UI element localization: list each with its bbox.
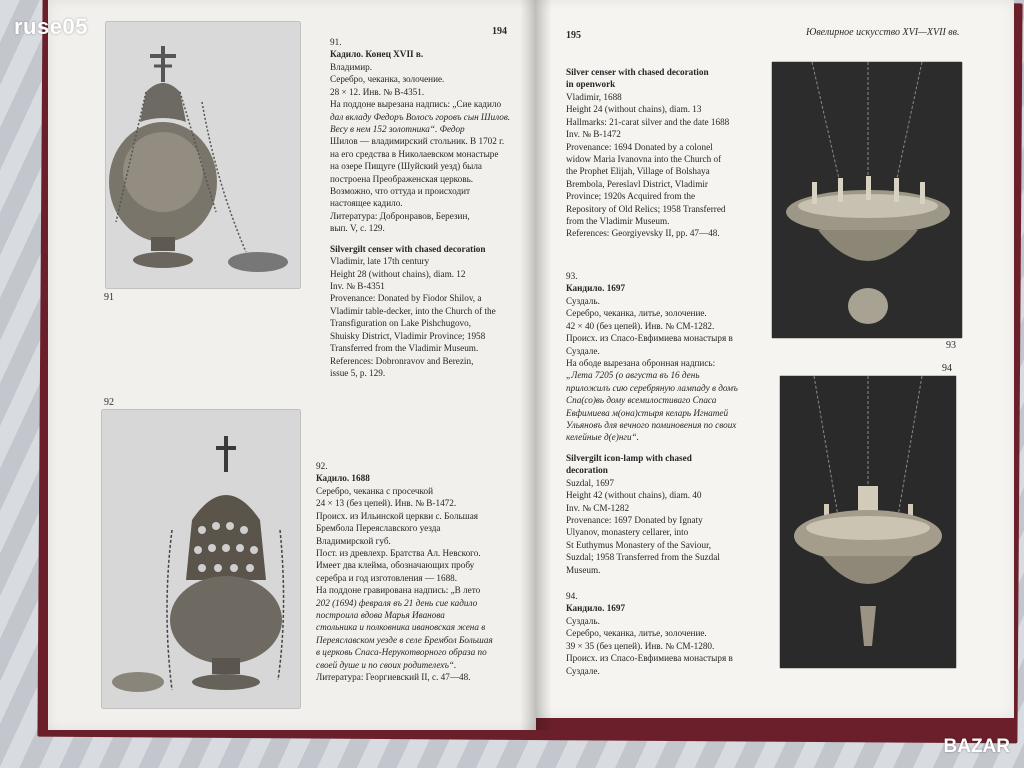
censer-91-drawing xyxy=(106,22,300,288)
caption-92-en-line: from the Vladimir Museum. xyxy=(566,216,670,227)
caption-92-line: стольника и полковника ивановская жена в xyxy=(316,622,486,633)
caption-94-line: Кандило. 1697 xyxy=(566,603,626,614)
caption-92-line: своей душе и по своих родителехъ“. xyxy=(316,659,457,670)
caption-92-english xyxy=(566,66,729,240)
caption-92-line: 202 (1694) февраля въ 21 день сие кадило xyxy=(316,597,478,608)
caption-92-line: Владимирской губ. xyxy=(316,535,391,546)
caption-92-en-line: References: Georgiyevsky II, pp. 47—48. xyxy=(566,228,720,239)
caption-93-line: 93. xyxy=(566,271,578,281)
caption-93 xyxy=(566,270,738,576)
caption-92-line: Брембола Переяславского уезда xyxy=(316,523,441,534)
caption-91-line: Transfiguration on Lake Pishchugovo, xyxy=(330,318,472,329)
photo-icon-lamp-94 xyxy=(780,376,956,668)
caption-93-line: 42 × 40 (без цепей). Инв. № СМ-1282. xyxy=(566,320,715,331)
caption-92-line: Кадило. 1688 xyxy=(316,473,370,484)
caption-92-en-line: widow Maria Ivanovna into the Church of xyxy=(566,153,722,164)
figure-number-94: 94 xyxy=(942,363,952,374)
caption-92-en-line: Vladimir, 1688 xyxy=(566,91,622,102)
caption-94 xyxy=(566,590,733,677)
caption-93-line: келейные д(е)нги“. xyxy=(566,432,639,443)
caption-91-line: Silvergilt censer with chased decoration xyxy=(330,243,486,254)
caption-91-line xyxy=(330,235,510,243)
caption-91-line: issue 5, p. 129. xyxy=(330,367,386,378)
figure-number-92: 92 xyxy=(104,397,114,408)
page-number: 195 xyxy=(566,30,581,41)
caption-91-line: Shuisky District, Vladimir Province; 1958 xyxy=(330,330,486,341)
caption-93-line: Суздаль. xyxy=(566,295,600,306)
caption-91-line: 28 × 12. Инв. № В-4351. xyxy=(330,86,425,97)
caption-92-en-line: Height 24 (without chains), diam. 13 xyxy=(566,104,702,115)
caption-91-line: дал вкладу Федоръ Волосъ горовъ сын Шилов. xyxy=(330,111,511,122)
caption-92-en-line: Brembola, Pereslavl District, Vladimir xyxy=(566,178,708,189)
caption-92-en-line: Silver censer with chased decoration xyxy=(566,67,709,77)
caption-92-line: Литература: Георгиевский II, с. 47—48. xyxy=(316,672,471,683)
caption-92 xyxy=(316,460,493,684)
caption-93-line: Спа(со)вь дому всемилостиваго Спаса xyxy=(566,395,717,406)
caption-92-line: Пост. из древлехр. Братства Ал. Невского. xyxy=(316,547,481,558)
caption-92-line: 92. xyxy=(316,461,328,471)
caption-92-line: серебра и год изготовления — 1688. xyxy=(316,572,458,583)
caption-91-line: Transferred from the Vladimir Museum. xyxy=(330,343,479,354)
caption-92-line: построила вдова Марья Иванова xyxy=(316,610,445,621)
caption-92-en-line: Provenance: 1694 Donated by a colonel xyxy=(566,141,713,152)
caption-93-line: Евфимиева м(она)стыря келарь Игнатей xyxy=(566,407,729,418)
caption-91-line: Inv. № B-4351 xyxy=(330,281,385,292)
left-page xyxy=(48,0,536,730)
book-gutter xyxy=(520,0,552,730)
icon-lamp-93-drawing xyxy=(772,62,962,338)
caption-92-line: Переяславском уезде в селе Брембол Большая xyxy=(316,634,493,645)
caption-94-line: Происх. из Спасо-Евфимиева монастыря в xyxy=(566,653,733,664)
figure-number-91: 91 xyxy=(104,292,114,303)
caption-93-line: Суздале. xyxy=(566,345,600,356)
caption-93-line: St Euthymus Monastery of the Saviour, xyxy=(566,539,712,550)
caption-93-line: Кандило. 1697 xyxy=(566,283,626,294)
censer-92-drawing xyxy=(102,410,300,708)
icon-lamp-94-drawing xyxy=(780,376,956,668)
watermark: ruse05 xyxy=(14,14,88,39)
caption-92-line: Серебро, чеканка с просечкой xyxy=(316,485,434,496)
caption-91-line: построена Преображенская церковь. xyxy=(330,173,474,184)
caption-92-en-line: in openwork xyxy=(566,79,616,90)
caption-91-line: на озере Пищуге (Шуйский уезд) была xyxy=(330,161,482,172)
caption-93-line: Suzdal; 1958 Transferred from the Suzdal xyxy=(566,552,720,563)
caption-93-line: decoration xyxy=(566,465,608,476)
caption-91-line: Кадило. Конец XVII в. xyxy=(330,49,424,60)
caption-92-en-line: Hallmarks: 21-carat silver and the date 1688 xyxy=(566,116,730,127)
caption-92-en-line: Repository of Old Relics; 1958 Transferred xyxy=(566,203,726,214)
caption-91-line: Height 28 (without chains), diam. 12 xyxy=(330,268,466,279)
caption-92-line: в церковь Спаса-Нерукотворного образа по xyxy=(316,647,487,658)
caption-91-line: Возможно, что оттуда и происходит xyxy=(330,186,471,197)
caption-93-line: Ulyanov, monastery cellarer, into xyxy=(566,527,689,538)
caption-94-line: 39 × 35 (без цепей). Инв. № СМ-1280. xyxy=(566,640,715,651)
caption-91-line: Серебро, чеканка, золочение. xyxy=(330,74,445,85)
caption-92-line: На поддоне гравирована надпись: „В лето xyxy=(316,585,481,596)
caption-93-line: Museum. xyxy=(566,564,601,575)
page-number: 194 xyxy=(492,26,507,37)
caption-93-line: Silvergilt icon-lamp with chased xyxy=(566,452,692,463)
caption-91 xyxy=(330,36,510,379)
site-logo: BAZAR xyxy=(943,736,1010,757)
caption-94-line: Суздале. xyxy=(566,665,600,676)
caption-94-line: Суздаль. xyxy=(566,615,600,626)
caption-91-line: Vladimir table-decker, into the Church of the xyxy=(330,305,496,316)
caption-93-line: Suzdal, 1697 xyxy=(566,477,614,488)
caption-91-line: Vladimir, late 17th century xyxy=(330,256,430,267)
caption-91-line: Provenance: Donated by Fiodor Shilov, a xyxy=(330,293,482,304)
caption-91-line: Шилов — владимирский стольник. В 1702 г. xyxy=(330,136,505,147)
caption-91-line: вып. V, с. 129. xyxy=(330,223,385,234)
caption-94-line: Серебро, чеканка, литье, золочение. xyxy=(566,628,707,639)
caption-93-line: Inv. № CM-1282 xyxy=(566,502,630,513)
caption-91-line: Весу в нем 152 золотника“. Федор xyxy=(330,123,465,134)
caption-92-en-line: the Prophet Elijah, Village of Bolshaya xyxy=(566,166,710,177)
caption-92-line: Происх. из Ильинской церкви с. Большая xyxy=(316,510,479,521)
photo-icon-lamp-93 xyxy=(772,62,962,338)
caption-92-line: 24 × 13 (без цепей). Инв. № В-1472. xyxy=(316,498,457,509)
running-head: Ювелирное искусство XVI—XVII вв. xyxy=(806,27,960,38)
caption-91-line: настоящее кадило. xyxy=(330,198,403,209)
caption-92-en-line: Province; 1920s Acquired from the xyxy=(566,191,696,202)
caption-93-line xyxy=(566,444,738,452)
caption-94-line: 94. xyxy=(566,591,578,601)
right-page xyxy=(536,0,1014,718)
caption-91-line: На поддоне вырезана надпись: „Сие кадило xyxy=(330,99,502,110)
caption-93-line: На ободе вырезана обронная надпись: xyxy=(566,357,716,368)
caption-93-line: Provenance: 1697 Donated by Ignaty xyxy=(566,515,703,526)
photo-censer-91 xyxy=(106,22,300,288)
caption-92-en-line: Inv. № B-1472 xyxy=(566,129,621,140)
caption-93-line: Height 42 (without chains), diam. 40 xyxy=(566,490,702,501)
caption-92-line: Имеет два клейма, обозначающих пробу xyxy=(316,560,475,571)
caption-93-line: приложилъ сию серебряную лампаду в домъ xyxy=(566,382,738,393)
caption-91-line: Владимир. xyxy=(330,61,373,72)
caption-91-line: 91. xyxy=(330,37,342,47)
figure-number-93: 93 xyxy=(946,340,956,351)
caption-91-line: на его средства в Николаевском монастыре xyxy=(330,148,499,159)
caption-93-line: Происх. из Спасо-Евфимиева монастыря в xyxy=(566,333,733,344)
caption-93-line: Ульяновъ для вечного поминовения по своих xyxy=(566,420,737,431)
caption-91-line: References: Dobronravov and Berezin, xyxy=(330,355,474,366)
caption-93-line: „Лета 7205 (о августа въ 16 день xyxy=(566,370,700,381)
caption-93-line: Серебро, чеканка, литье, золочение. xyxy=(566,308,707,319)
caption-91-line: Литература: Добронравов, Березин, xyxy=(330,210,470,221)
photo-censer-92 xyxy=(102,410,300,708)
